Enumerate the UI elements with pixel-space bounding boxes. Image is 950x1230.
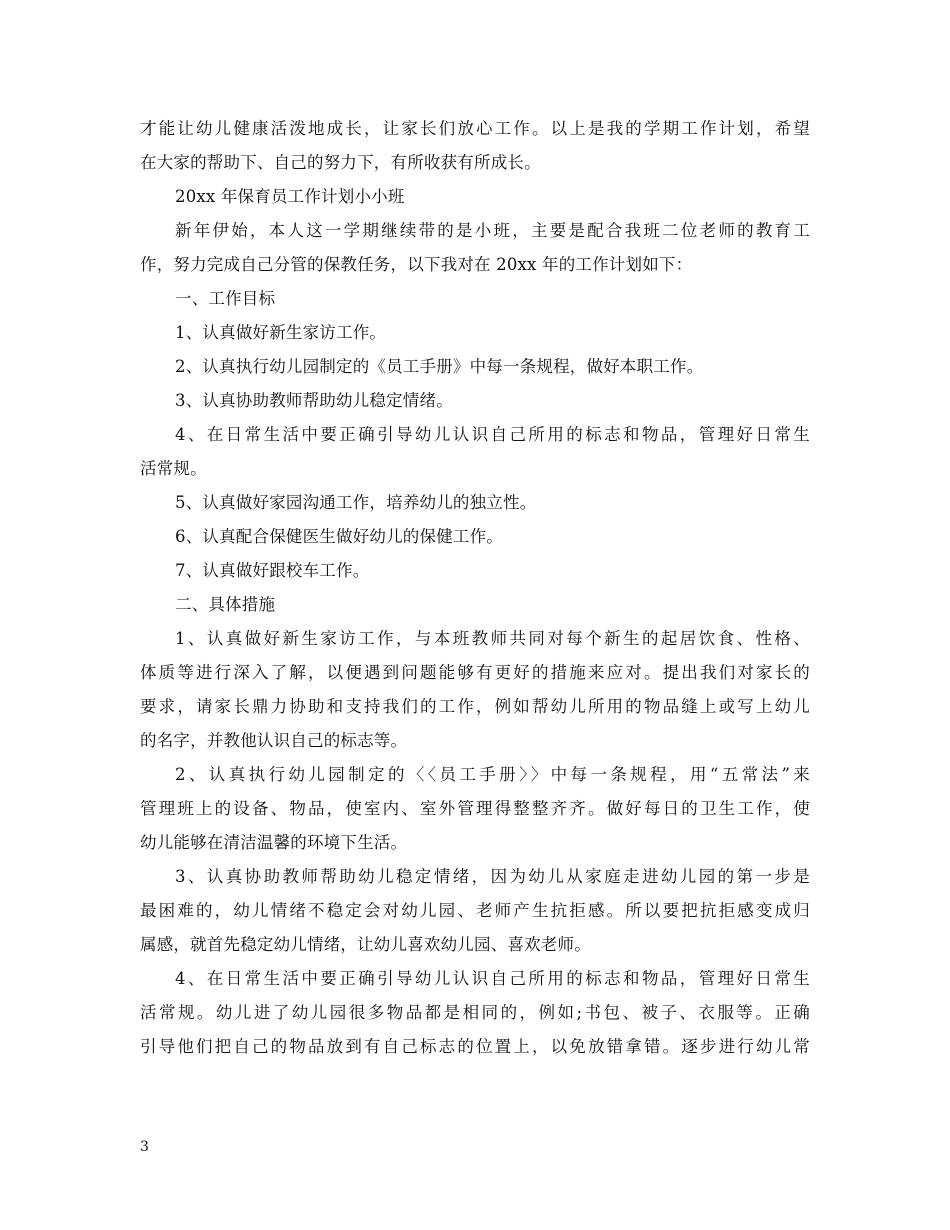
text-line: 作，努力完成自己分管的保教任务，以下我对在 20xx 年的工作计划如下： [140,255,693,274]
subsection-heading: 二、具体措施 [175,595,276,614]
list-item: 6、认真配合保健医生做好幼儿的保健工作。 [175,527,503,546]
text-line: 活常规。 [140,459,207,478]
text-line: 最困难的，幼儿情绪不稳定会对幼儿园、老师产生抗拒感。所以要把抗拒感变成归 [140,901,810,920]
list-item: 1、认真做好新生家访工作，与本班教师共同对每个新生的起居饮食、性格、 [175,629,810,648]
text-line: 体质等进行深入了解，以便遇到问题能够有更好的措施来应对。提出我们对家长的 [140,663,810,682]
page-number: 3 [140,1139,149,1155]
text-line: 的名字，并教他认识自己的标志等。 [140,731,408,750]
text-line: 属感，就首先稳定幼儿情绪，让幼儿喜欢幼儿园、喜欢老师。 [140,935,591,954]
text-line: 在大家的帮助下、自己的努力下，有所收获有所成长。 [140,153,541,172]
list-item: 4、在日常生活中要正确引导幼儿认识自己所用的标志和物品，管理好日常生 [175,425,810,444]
document-body [140,112,810,1064]
list-item: 3、认真协助教师帮助幼儿稳定情绪。 [175,391,453,410]
list-item: 2、认真执行幼儿园制定的〈〈员工手册〉〉中每一条规程，用“五常法”来 [175,765,810,784]
text-line: 幼儿能够在清洁温馨的环境下生活。 [140,833,408,852]
text-line: 管理班上的设备、物品，使室内、室外管理得整整齐齐。做好每日的卫生工作，使 [140,799,810,818]
text-line: 活常规。幼儿进了幼儿园很多物品都是相同的，例如;书包、被子、衣服等。正确 [140,1003,810,1022]
list-item: 3、认真协助教师帮助幼儿稳定情绪，因为幼儿从家庭走进幼儿园的第一步是 [175,867,810,886]
text-line: 引导他们把自己的物品放到有自己标志的位置上，以免放错拿错。逐步进行幼儿常 [140,1037,810,1056]
list-item: 5、认真做好家园沟通工作，培养幼儿的独立性。 [175,493,537,512]
list-item: 2、认真执行幼儿园制定的《员工手册》中每一条规程，做好本职工作。 [175,357,704,376]
text-line: 新年伊始，本人这一学期继续带的是小班，主要是配合我班二位老师的教育工 [175,221,810,240]
subsection-heading: 一、工作目标 [175,289,276,308]
list-item: 7、认真做好跟校车工作。 [175,561,370,580]
text-line: 才能让幼儿健康活泼地成长，让家长们放心工作。以上是我的学期工作计划，希望 [140,119,810,138]
list-item: 1、认真做好新生家访工作。 [175,323,387,342]
text-line: 要求，请家长鼎力协助和支持我们的工作，例如帮幼儿所用的物品缝上或写上幼儿 [140,697,810,716]
section-heading: 20xx 年保育员工作计划小小班 [175,187,405,206]
list-item: 4、在日常生活中要正确引导幼儿认识自己所用的标志和物品，管理好日常生 [175,969,810,988]
